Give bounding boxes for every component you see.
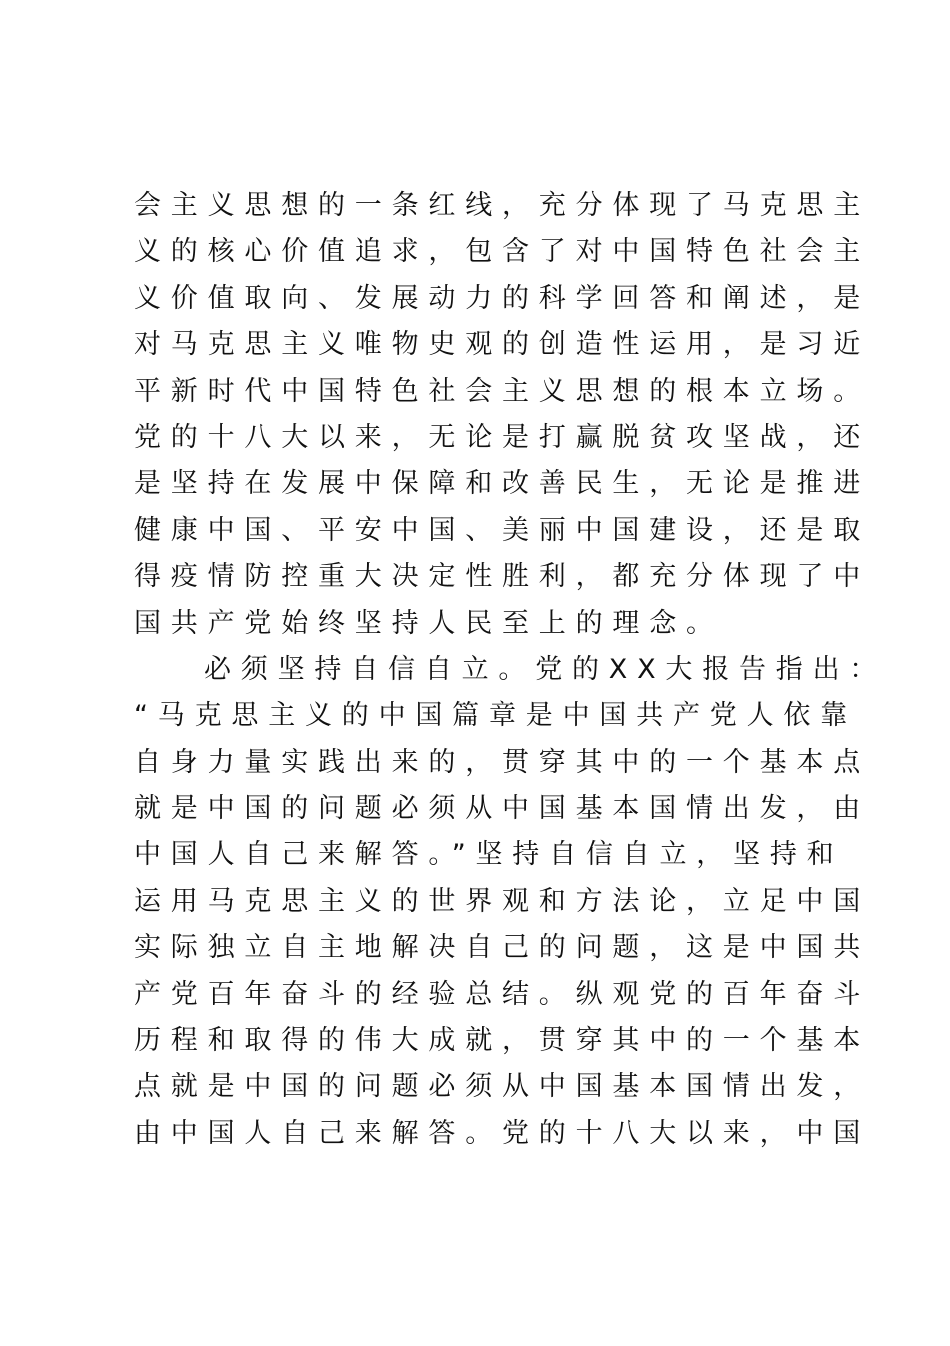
text-line: 义价值取向、发展动力的科学回答和阐述，是	[134, 282, 870, 314]
text-line: 得疫情防控重大决定性胜利，都充分体现了中	[134, 561, 870, 593]
text-line: 对马克思主义唯物史观的创造性运用，是习近	[134, 329, 870, 361]
text-line: 会主义思想的一条红线，充分体现了马克思主	[134, 190, 870, 221]
text-line: 国共产党始终坚持人民至上的理念。	[134, 607, 723, 639]
text-line: 义的核心价值追求，包含了对中国特色社会主	[134, 236, 870, 268]
text-line: 自身力量实践出来的，贯穿其中的一个基本点	[134, 746, 870, 778]
text-line: 历程和取得的伟大成就，贯穿其中的一个基本	[134, 1025, 870, 1057]
text-line: 中国人自己来解答。”坚持自信自立，坚持和	[134, 839, 844, 871]
text-line: 党的十八大以来，无论是打赢脱贫攻坚战，还	[134, 421, 870, 453]
text-line: 健康中国、平安中国、美丽中国建设，还是取	[134, 514, 870, 546]
text-line: “马克思主义的中国篇章是中国共产党人依靠	[134, 700, 857, 732]
paragraph-heading-line: 必须坚持自信自立。党的XX大报告指出：	[204, 653, 887, 685]
text-line: 实际独立自主地解决自己的问题，这是中国共	[134, 932, 870, 964]
text-line: 产党百年奋斗的经验总结。纵观党的百年奋斗	[134, 978, 870, 1010]
text-line: 平新时代中国特色社会主义思想的根本立场。	[134, 375, 870, 407]
text-line: 运用马克思主义的世界观和方法论，立足中国	[134, 885, 870, 917]
text-line: 由中国人自己来解答。党的十八大以来，中国	[134, 1117, 870, 1149]
text-line: 就是中国的问题必须从中国基本国情出发，由	[134, 793, 870, 825]
body-text	[134, 183, 887, 1157]
text-line: 是坚持在发展中保障和改善民生，无论是推进	[134, 468, 870, 500]
text-line: 点就是中国的问题必须从中国基本国情出发，	[134, 1071, 870, 1103]
